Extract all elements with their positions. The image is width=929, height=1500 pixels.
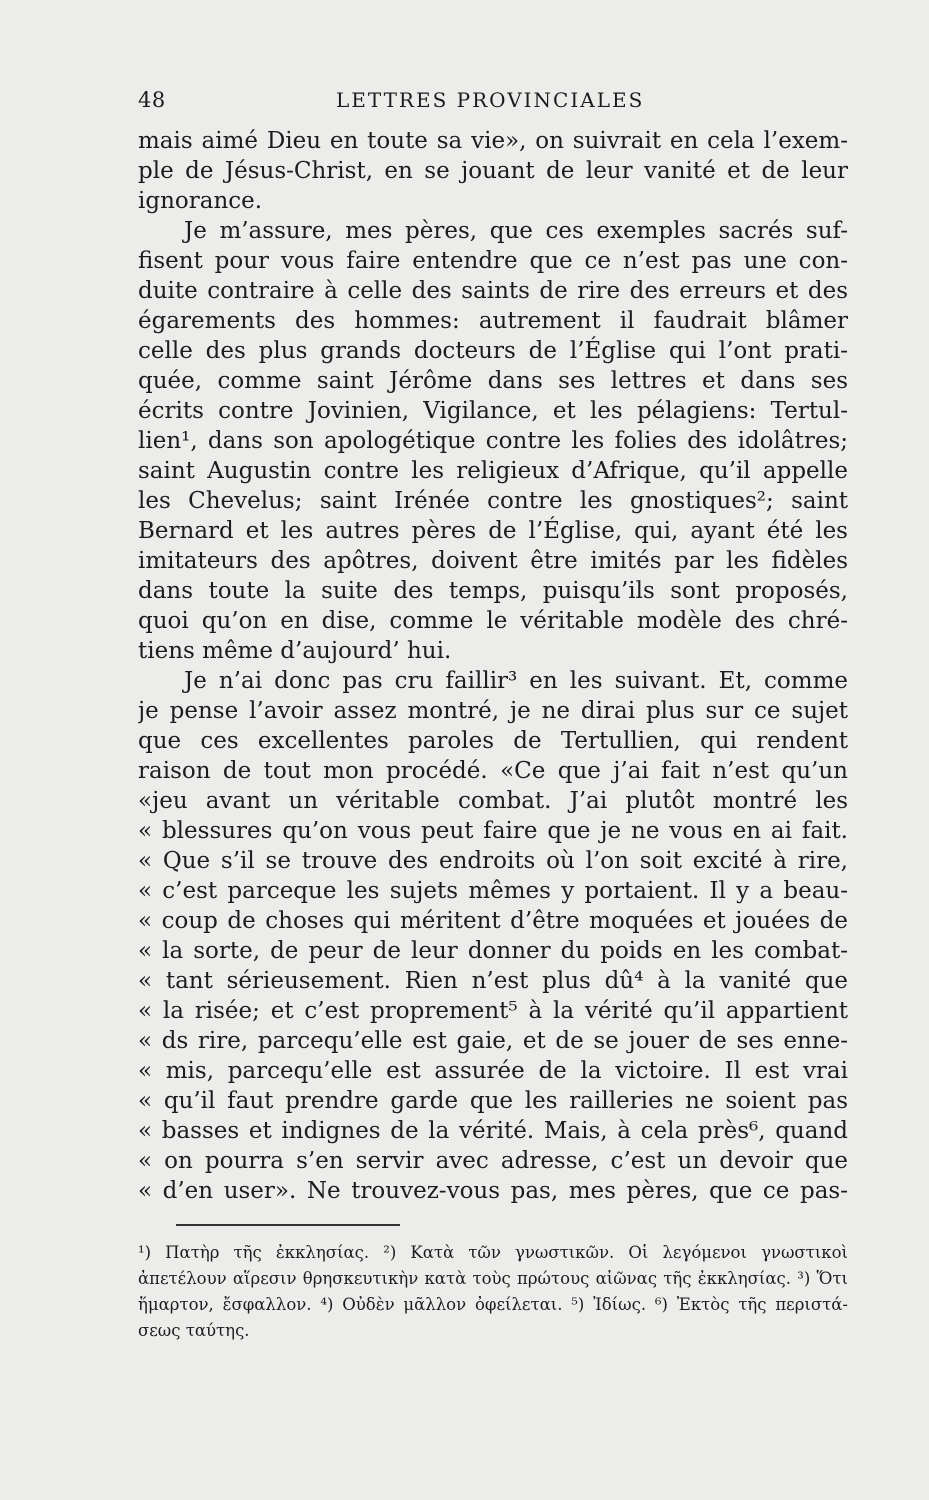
text-line: « on pourra s’en servir avec adresse, c’est un devoir que bbox=[138, 1148, 848, 1174]
text-line: égarements des hommes: autrement il faudrait blâmer bbox=[138, 308, 848, 334]
text-line: « mis, parcequ’elle est assurée de la victoire. Il est vrai bbox=[138, 1058, 848, 1084]
text-line: ignorance. bbox=[138, 188, 263, 214]
text-line: quoi qu’on en dise, comme le véritable modèle des chré- bbox=[138, 608, 848, 634]
footnote-line: σεως ταύτης. bbox=[138, 1321, 250, 1340]
main-text bbox=[138, 126, 848, 1206]
running-title: LETTRES PROVINCIALES bbox=[336, 88, 645, 112]
text-line: dans toute la suite des temps, puisqu’ils sont proposés, bbox=[138, 578, 848, 604]
text-line: fisent pour vous faire entendre que ce n’est pas une con- bbox=[138, 248, 848, 274]
text-line: je pense l’avoir assez montré, je ne dirai plus sur ce sujet bbox=[138, 698, 848, 724]
footnote-separator bbox=[176, 1224, 400, 1226]
text-line: « Que s’il se trouve des endroits où l’on soit excité à rire, bbox=[138, 848, 848, 874]
text-line: « d’en user». Ne trouvez-vous pas, mes pères, que ce pas- bbox=[138, 1178, 848, 1204]
text-line: « tant sérieusement. Rien n’est plus dû⁴ à la vanité que bbox=[138, 968, 848, 994]
text-line: « qu’il faut prendre garde que les railleries ne soient pas bbox=[138, 1088, 848, 1114]
footnote-line: ἥμαρτον, ἔσφαλλον. ⁴) Οὐδὲν μᾶλλον ὀφείλεται. ⁵) Ἰδίως. ⁶) Ἐκτὸς τῆς περιστά- bbox=[138, 1295, 848, 1314]
text-line: Je m’assure, mes pères, que ces exemples sacrés suf- bbox=[184, 218, 848, 244]
text-line: « c’est parceque les sujets mêmes y portaient. Il y a beau- bbox=[138, 878, 848, 904]
text-line: « basses et indignes de la vérité. Mais, à cela près⁶, quand bbox=[138, 1118, 848, 1144]
text-line: Je n’ai donc pas cru faillir³ en les suivant. Et, comme bbox=[184, 668, 848, 694]
text-line: « ds rire, parcequ’elle est gaie, et de se jouer de ses enne- bbox=[138, 1028, 848, 1054]
footnote-line: ¹) Πατὴρ τῆς ἐκκλησίας. ²) Κατὰ τῶν γνωστικῶν. Οἱ λεγόμενοι γνωστικοὶ bbox=[138, 1243, 848, 1262]
text-line: que ces excellentes paroles de Tertullien, qui rendent bbox=[138, 728, 848, 754]
text-line: « blessures qu’on vous peut faire que je ne vous en ai fait. bbox=[138, 818, 848, 844]
text-line: écrits contre Jovinien, Vigilance, et les pélagiens: Tertul- bbox=[138, 398, 848, 424]
text-line: saint Augustin contre les religieux d’Afrique, qu’il appelle bbox=[138, 458, 848, 484]
text-line: « la risée; et c’est proprement⁵ à la vérité qu’il appartient bbox=[138, 998, 848, 1024]
text-line: lien¹, dans son apologétique contre les folies des idolâtres; bbox=[138, 428, 848, 454]
footnotes bbox=[138, 1240, 848, 1344]
footnote-line: ἀπετέλουν αἵρεσιν θρησκευτικὴν κατὰ τοὺς πρώτους αἰῶνας τῆς ἐκκλησίας. ³) Ὅτι bbox=[138, 1269, 848, 1288]
text-line: celle des plus grands docteurs de l’Église qui l’ont prati- bbox=[138, 338, 848, 364]
text-line: quée, comme saint Jérôme dans ses lettres et dans ses bbox=[138, 368, 848, 394]
text-line: imitateurs des apôtres, doivent être imités par les fidèles bbox=[138, 548, 848, 574]
text-line: raison de tout mon procédé. «Ce que j’ai fait n’est qu’un bbox=[138, 758, 848, 784]
text-line: tiens même d’aujourd’ hui. bbox=[138, 638, 452, 664]
text-line: Bernard et les autres pères de l’Église, qui, ayant été les bbox=[138, 518, 848, 544]
text-line: «jeu avant un véritable combat. J’ai plutôt montré les bbox=[138, 788, 848, 814]
text-line: « coup de choses qui méritent d’être moquées et jouées de bbox=[138, 908, 848, 934]
text-line: duite contraire à celle des saints de rire des erreurs et des bbox=[138, 278, 848, 304]
text-line: les Chevelus; saint Irénée contre les gnostiques²; saint bbox=[138, 488, 848, 514]
text-line: « la sorte, de peur de leur donner du poids en les combat- bbox=[138, 938, 848, 964]
page-number: 48 bbox=[138, 88, 166, 112]
text-line: mais aimé Dieu en toute sa vie», on suivrait en cela l’exem- bbox=[138, 128, 848, 154]
page-header bbox=[138, 88, 848, 118]
text-line: ple de Jésus-Christ, en se jouant de leur vanité et de leur bbox=[138, 158, 848, 184]
